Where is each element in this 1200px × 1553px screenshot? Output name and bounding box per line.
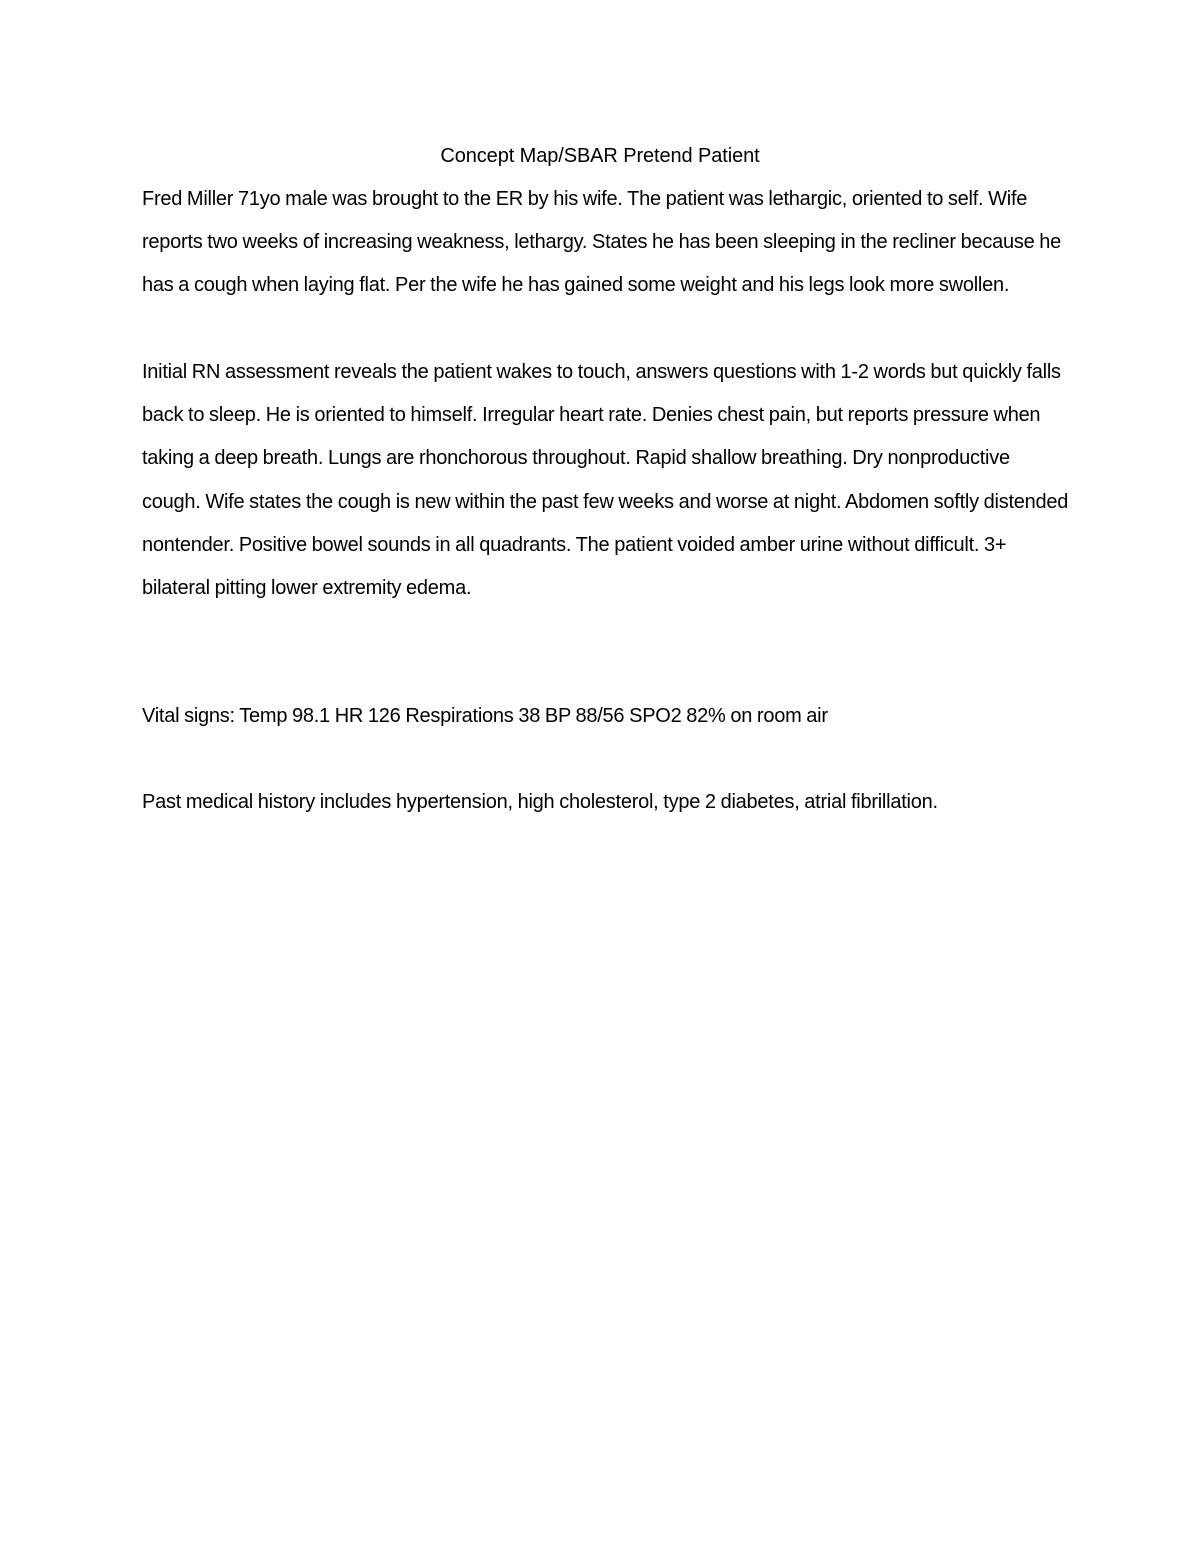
paragraph-assessment: Initial RN assessment reveals the patient wakes to touch, answers questions with 1-2 words but quickly falls back to sleep. He is oriented to himself. Irregular heart rate. Denies chest pain, but reports pressure when taking a deep breath. Lungs are rhonchorous throughout. Rapid shallow breathing. Dry nonproductive cough. Wife states the cough is new within the past few weeks and worse at night. Abdomen softly distended nontender. Positive bowel sounds in all quadrants. The patient voided amber urine without difficult. 3+ bilateral pitting lower extremity edema. (142, 361, 1069, 600)
medical-history-line: Past medical history includes hypertension, high cholesterol, type 2 diabetes, atrial fibrillation. (142, 791, 938, 813)
document-title: Concept Map/SBAR Pretend Patient (440, 145, 760, 167)
paragraph-presentation: Fred Miller 71yo male was brought to the ER by his wife. The patient was lethargic, oriented to self. Wife reports two weeks of increasing weakness, lethargy. States he has been sleeping in the recliner because he has a cough when laying flat. Per the wife he has gained some weight and his legs look more swollen. (142, 188, 1062, 297)
vital-signs-line: Vital signs: Temp 98.1 HR 126 Respirations 38 BP 88/56 SPO2 82% on room air (142, 705, 828, 727)
